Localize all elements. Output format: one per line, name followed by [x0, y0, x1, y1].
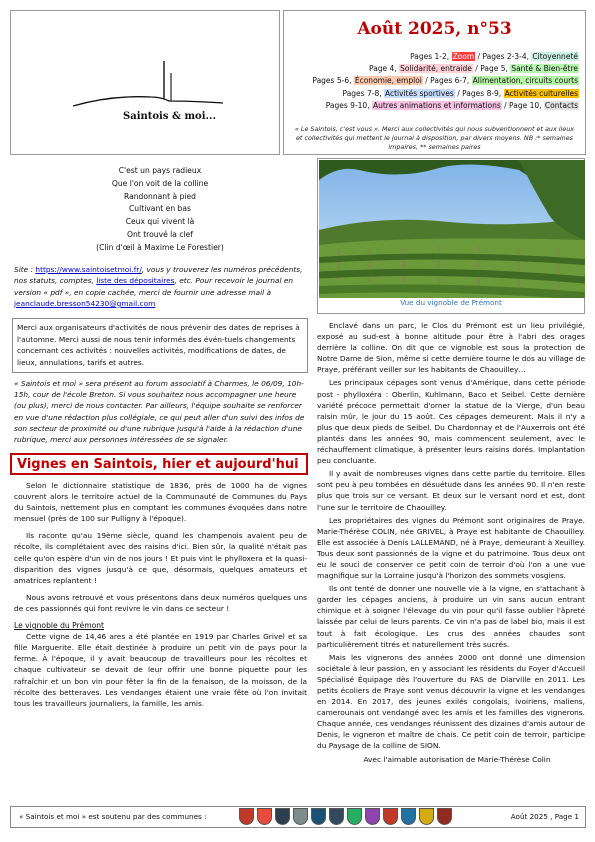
- header-box: [283, 10, 586, 155]
- commune-crest-icon: [401, 808, 416, 825]
- toc-text: / Pages 2-3-4,: [475, 52, 532, 61]
- toc-text: Pages 7-8,: [342, 88, 384, 98]
- logo-text: Saintois & moi...: [123, 111, 216, 122]
- commune-crest-icon: [365, 808, 380, 825]
- depositaires-link[interactable]: liste des dépositaires: [96, 276, 175, 286]
- commune-crest-icon: [347, 808, 362, 825]
- toc-section[interactable]: Activités sportives: [384, 88, 454, 98]
- article-subtitle: Le vignoble du Prémont: [14, 621, 105, 631]
- toc-line: [287, 75, 579, 87]
- article-paragraph: Cette vigne de 14,46 ares a été plantée en 1919 par Charles Grivel et sa fille Marguerite. Elle était destinée à produire un petit vin de pays pour la ferme. À l'époque, il y avait beaucoup de travailleurs pour les récoltes et chaque cultivateur se devait de leur offrir une bonne piquette pour les rafraîchir et un bon vin pour fêter la fin de la fenaison, de la moisson, de la récolte des betteraves. Les vendanges étaient une vraie fête où l'on invitait tous les travailleurs journaliers, la famille, les amis.: [14, 632, 307, 708]
- footer: [10, 806, 586, 828]
- commune-crest-icon: [419, 808, 434, 825]
- toc-text: / Page 5,: [472, 64, 511, 74]
- poem-line: Cultivant en bas: [129, 204, 191, 214]
- commune-crest-icon: [257, 808, 272, 825]
- article-paragraph: Mais les vignerons des années 2000 ont donné une dimension sociétale à leur passion, en y associant les résidents du Foyer d'Accueil Spécialisé Équipage dès l'ouverture du FAS de Diarville en 2011. Les petits écoliers de Praye sont venus découvrir la vigne et les vendanges en 2014. En 2017, des jeunes exilés congolais, ivoiriens, maliens, camerounais ont vendangé avec les amis et les familles des vignerons. Chaque année, ces vendanges réunissent des dizaines d'amis autour de Denis, le vigneron et maître de chais. Ce petit coin de terroir, participe du Paysage de la colline de SION.: [317, 652, 585, 751]
- site-text-1: , vous y trouverez les numéros précédents, nos statuts, comptes,: [14, 265, 303, 286]
- commune-crest-icon: [329, 808, 344, 825]
- article-title: Vignes en Saintois, hier et aujourd'hui: [10, 453, 308, 475]
- page-number: Août 2025 , Page 1: [510, 812, 579, 821]
- vineyard-photo: [317, 158, 585, 314]
- article-paragraph: Les propriétaires des vignes du Prémont sont originaires de Praye. Marie-Thérèse COLIN, née GRIVEL, à Praye est habitante de Chaouilley. Elle est associée à Denis LALLEMAND, né à Praye, demeurant à Xeuilley. Tous deux sont passionnés de la vigne et du patrimoine. Tous deux ont eu le souci de conserver ce petit coin de terroir d'où l'on a une vue magnifique sur la Lorraine jusqu'à l'horizon des sommets vosgiens.: [317, 515, 585, 581]
- toc-section[interactable]: Solidarité, entraide: [400, 64, 472, 74]
- toc-text: / Page 10,: [501, 100, 544, 110]
- site-info: [14, 264, 306, 309]
- toc-text: Pages 1-2,: [410, 52, 452, 61]
- commune-crests: [239, 808, 452, 826]
- toc-line: [287, 100, 579, 112]
- hill-logo-icon: [11, 11, 281, 156]
- article-paragraph: Les principaux cépages sont venus d'Amérique, dans cette période post - phylloxéra : Oberlin, Kuhlmann, Baco et Seibel. Cette dernière variété précoce permettait d'orner la statue de la Vierge, d'un beau raisin mûr, le jour du 15 août. Ces cépages demeurent. Mais il n'y a plus que deux pieds de Seibel. Du Chardonnay et de l'Auxerrois ont été plantés dans les années 90, mais commencent seulement, avec le réchauffement climatique, à présenter leurs raisins dorés. Implantation peu concluante.: [317, 378, 585, 466]
- notice-box: Merci aux organisateurs d'activités de nous prévenir des dates de reprises à l'automne. Merci aussi de nous tenir informés des évén-tuels changements concernant ces activités : nouvelles activités, modifications de dates, de lieux, annulations, tarifs et autres.: [12, 318, 308, 373]
- poem-line: (Clin d'œil à Maxime Le Forestier): [96, 242, 224, 252]
- poem-line: Ceux qui vivent là: [125, 217, 195, 227]
- site-label: Site :: [14, 265, 36, 274]
- article-paragraph: Il y avait de nombreuses vignes dans cette partie du territoire. Elles sont peu à peu tombées en désuétude dans les années 90. Il n'en reste plus que trois sur ce versant. Et deux sur le versant nord et est, dont l'une sur le territoire de Chaouilley.: [317, 469, 585, 512]
- toc-section[interactable]: Alimentation, circuits courts: [472, 76, 578, 86]
- article-paragraph: Ils raconte qu'au 19ème siècle, quand les champenois avaient peu de récolte, ils complétaient avec des raisins d'ici. Bien sûr, la qualité n'était pas celle qu'on espère d'un vin de nos jours ! Et puis vint le phylloxera et la quasi-disparition des vignes jusqu'à ce que, désormais, quelques amateurs et amatrices replantent !: [14, 531, 307, 585]
- issue-title: Août 2025, n°53: [357, 19, 512, 39]
- article-paragraph: Enclavé dans un parc, le Clos du Prémont est un lieu privilégié, exposé au sud-est à bonne altitude pour être à l'abri des orages derrière la colline. On dit que ce vignoble est sous la protection de Notre Dame de Sion, même si cette dernière tourne le dos au village de Praye, préférant veiller sur les habitants de Chaouilley…: [317, 321, 585, 375]
- toc-section[interactable]: Citoyenneté: [532, 52, 578, 61]
- toc-text: Pages 5-6,: [312, 76, 354, 86]
- toc-section[interactable]: Autres animations et informations: [372, 100, 501, 110]
- commune-crest-icon: [311, 808, 326, 825]
- toc-section[interactable]: Zoom: [452, 52, 475, 61]
- table-of-contents: [287, 51, 579, 112]
- article-right-column: [317, 320, 585, 767]
- poem-line: Ont trouvé la clef: [127, 229, 193, 239]
- photo-caption: Vue du vignoble de Prémont: [400, 298, 502, 307]
- toc-section[interactable]: Économie, emploi: [354, 76, 422, 86]
- commune-crest-icon: [275, 808, 290, 825]
- poem: [10, 165, 310, 255]
- site-text-2: , etc. Pour recevoir le journal en version « pdf », en copie cachée, merci de fournir une adresse mail à: [14, 276, 294, 297]
- article-credit: Avec l'aimable autorisation de Marie-Thérèse Colin: [363, 754, 551, 764]
- toc-text: Pages 9-10,: [325, 100, 372, 110]
- commune-crest-icon: [293, 808, 308, 825]
- commune-crest-icon: [383, 808, 398, 825]
- toc-section[interactable]: Activités culturelles: [504, 88, 578, 98]
- commune-crest-icon: [239, 808, 254, 825]
- site-link[interactable]: https://www.saintoisetmoi.fr/: [35, 265, 142, 274]
- forum-invitation: « Saintois et moi » sera présent au forum associatif à Charmes, le 06/09, 10h-15h, cour de l'école Breton. Si vous souhaitez nous accompagner une heure (ou plus), merci de nous contacter. Par ailleurs, l'équipe souhaite se renforcer en vue d'une rédaction plus collégiale, ce qui peut aller d'un suivi des infos de son secteur de proximité ou d'une rubrique jusqu'à l'aide à la rédaction d'une rubrique, merci aux personnes intéressées de se signaler.: [14, 379, 305, 445]
- toc-text: / Pages 6-7,: [422, 76, 472, 86]
- toc-section[interactable]: Contacts: [544, 100, 578, 110]
- article-paragraph: Selon le dictionnaire statistique de 1836, près de 1000 ha de vignes couvrent alors le territoire actuel de la Communauté de Communes du Pays du Saintois, nettement plus en comptant les communes évoquées dans notre mensuel (près de 100 sur Pulligny à l'époque).: [14, 481, 307, 524]
- toc-line: [287, 63, 579, 75]
- toc-line: [287, 88, 579, 100]
- toc-line: [287, 51, 579, 63]
- commune-crest-icon: [437, 808, 452, 825]
- logo-box: [10, 10, 280, 155]
- article-paragraph: Ils ont tenté de donner une nouvelle vie à la vigne, en s'attachant à garder les cépages anciens, à produire un vin sans aucun entrant chimique et à soigner l'élevage du vin pour qu'il fasse oublier l'âpreté laissée par celui de leurs parents. Ce vin n'a pas de label bio, mais il est tout à fait écologique. Les crus des années chaudes sont particulièrement titrés et naturellement très sucrés.: [317, 584, 585, 649]
- toc-text: Page 4,: [369, 64, 400, 74]
- footer-text: « Saintois et moi » est soutenu par des communes :: [19, 812, 207, 821]
- poem-line: Randonnant à pied: [123, 191, 196, 201]
- header-note: « Le Saintois, c'est vous ». Merci aux collectivités qui nous subventionnent et aux lieux et collectivités qui mettent le journal à disposition, par divers moyens. NB :* semaines impaires, ** semaines paires: [294, 125, 575, 151]
- poem-line: C'est un pays radieux: [118, 166, 202, 175]
- article-left-column: [14, 480, 307, 715]
- toc-text: / Pages 8-9,: [454, 88, 504, 98]
- toc-section[interactable]: Santé & Bien-être: [511, 64, 578, 74]
- vineyard-image: [319, 160, 585, 298]
- article-paragraph: Nous avons retrouvé et vous présentons dans deux numéros quelques uns de ces passionnés qui font revivre le vin dans ce secteur !: [14, 592, 307, 613]
- poem-line: Que l'on voit de la colline: [111, 178, 209, 188]
- email-link[interactable]: jeanclaude.bresson54230@gmail.com: [14, 298, 156, 308]
